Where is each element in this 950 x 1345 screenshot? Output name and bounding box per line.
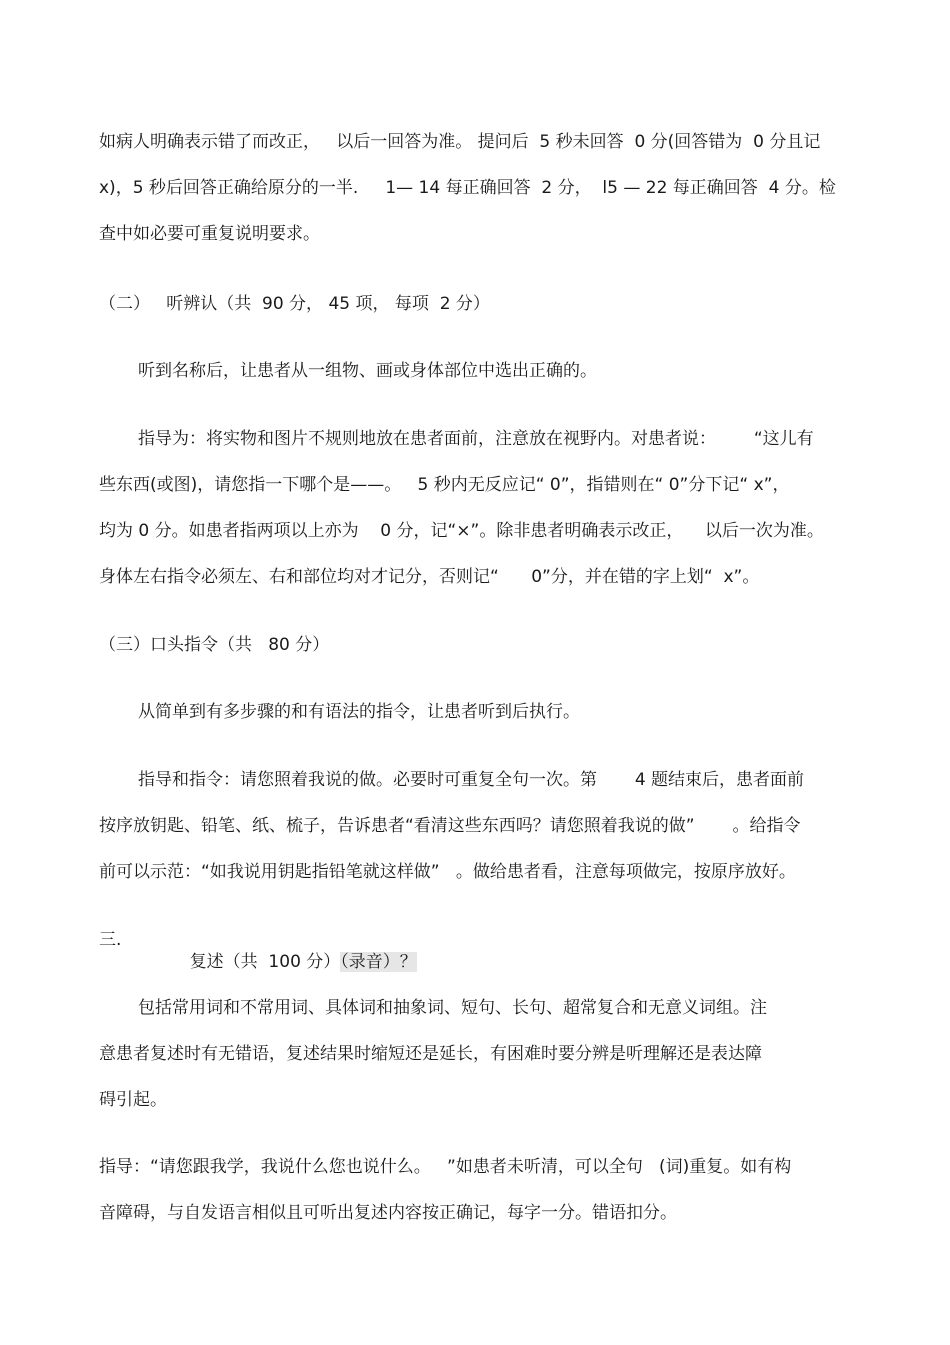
commands-heading: （三）口头指令（共 80 分） [99, 635, 330, 655]
listening-guide-line-4: 身体左右指令必须左、右和部位均对才记分，否则记“ 0”分，并在错的字上划“ x”。 [99, 567, 760, 587]
scoring-line-1: 如病人明确表示错了而改正， 以后一回答为准。 提问后 5 秒未回答 0 分(回答错为 0 分且记 [99, 132, 821, 152]
listening-guide-line-2: 些东西(或图)，请您指一下哪个是——。 5 秒内无反应记“ 0”，指错则在“ 0”分下记“ x”， [99, 475, 790, 495]
repetition-intro-line-2: 意患者复述时有无错语，复述结果时缩短还是延长，有困难时要分辨是听理解还是表达障 [99, 1044, 762, 1064]
listening-intro: 听到名称后，让患者从一组物、画或身体部位中选出正确的。 [138, 361, 597, 381]
commands-guide-line-2: 按序放钥匙、铅笔、纸、梳子，告诉患者“看清这些东西吗？请您照着我说的做” 。给指令 [99, 816, 801, 836]
listening-guide-line-3: 均为 0 分。如患者指两项以上亦为 0 分，记“×”。除非患者明确表示改正， 以后一次为准。 [99, 521, 824, 541]
repetition-heading [168, 929, 417, 972]
listening-heading: （二） 听辨认（共 90 分， 45 项， 每项 2 分） [99, 294, 490, 314]
commands-guide-line-3: 前可以示范：“如我说用钥匙指铅笔就这样做” 。做给患者看，注意每项做完，按原序放好。 [99, 862, 796, 882]
listening-guide-line-1: 指导为：将实物和图片不规则地放在患者面前，注意放在视野内。对患者说： “这儿有 [138, 429, 814, 449]
commands-intro: 从简单到有多步骤的和有语法的指令，让患者听到后执行。 [138, 702, 580, 722]
repetition-guide-line-2: 音障碍，与自发语言相似且可听出复述内容按正确记，每字一分。错语扣分。 [99, 1203, 677, 1223]
repetition-guide-line-1: 指导：“请您跟我学，我说什么您也说什么。 ”如患者未听清，可以全句 (词)重复。如有构 [99, 1157, 792, 1177]
repetition-heading-text: 复述（共 100 分） [189, 952, 341, 972]
commands-guide-line-1: 指导和指令：请您照着我说的做。必要时可重复全句一次。第 4 题结束后，患者面前 [138, 770, 805, 790]
repetition-heading-note: （录音）？ [340, 952, 417, 972]
repetition-intro-line-1: 包括常用词和不常用词、具体词和抽象词、短句、长句、超常复合和无意义词组。注 [138, 998, 767, 1018]
repetition-heading-number: 三. [99, 930, 122, 950]
scoring-line-2: x)，5 秒后回答正确给原分的一半. 1— 14 每正确回答 2 分， l5 — 22 每正确回答 4 分。检 [99, 178, 836, 198]
scoring-line-3: 查中如必要可重复说明要求。 [99, 224, 320, 244]
repetition-intro-line-3: 碍引起。 [99, 1090, 167, 1110]
